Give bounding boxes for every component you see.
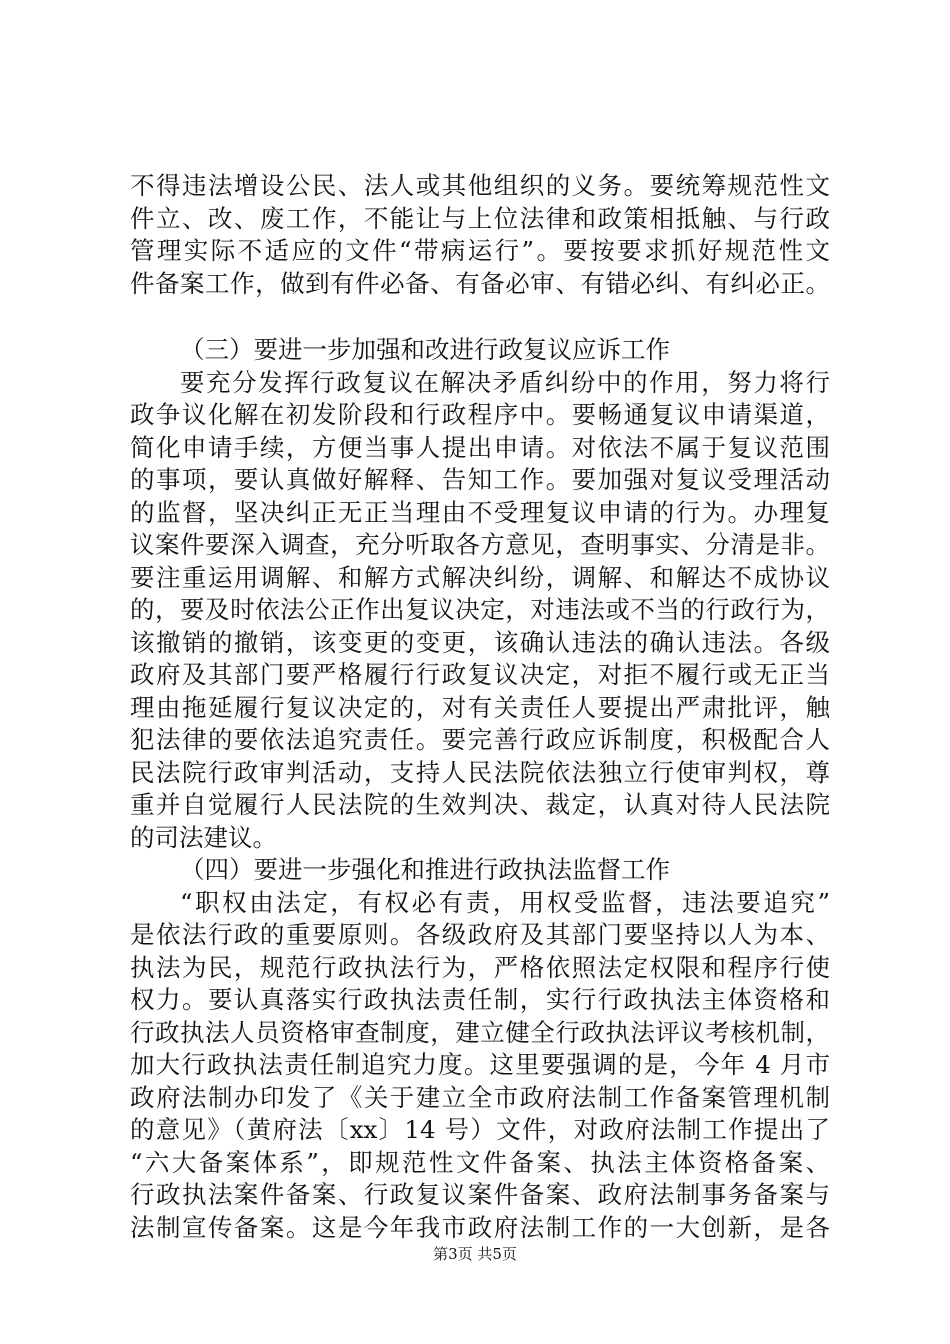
paragraph-administrative-review — [130, 367, 830, 855]
text-line: 执法为民，规范行政执法行为，严格依照法定权限和程序行使 — [130, 952, 830, 982]
text-line: 行政执法人员资格审查制度，建立健全行政执法评议考核机制， — [130, 1017, 830, 1047]
paragraph-regulatory-documents — [130, 170, 830, 300]
paragraph-enforcement-supervision — [130, 887, 830, 1245]
text-line: 理由拖延履行复议决定的，对有关责任人要提出严肃批评，触 — [130, 692, 830, 722]
text-line: 件立、改、废工作，不能让与上位法律和政策相抵触、与行政 — [130, 203, 830, 233]
paragraph-spacer — [130, 300, 830, 334]
text-line: 管理实际不适应的文件“带病运行”。要按要求抓好规范性文 — [130, 236, 830, 265]
text-line: 的监督，坚决纠正无正当理由不受理复议申请的行为。办理复 — [130, 497, 830, 527]
section-heading-4: （四）要进一步强化和推进行政执法监督工作 — [180, 855, 670, 884]
text-line: 的事项，要认真做好解释、告知工作。要加强对复议受理活动 — [130, 465, 830, 494]
text-line: 政争议化解在初发阶段和行政程序中。要畅通复议申请渠道， — [130, 400, 830, 429]
section-heading-3: （三）要进一步加强和改进行政复议应诉工作 — [180, 335, 670, 364]
text-line: 简化申请手续，方便当事人提出申请。对依法不属于复议范围 — [130, 432, 830, 462]
text-line: 要注重运用调解、和解方式解决纠纷，调解、和解达不成协议 — [130, 562, 830, 592]
text-line: 政府法制办印发了《关于建立全市政府法制工作备案管理机制 — [130, 1082, 830, 1112]
text-line: 权力。要认真落实行政执法责任制，实行行政执法主体资格和 — [130, 985, 830, 1014]
text-line: “职权由法定，有权必有责，用权受监督，违法要追究” — [180, 887, 830, 917]
text-line: 该撤销的撤销，该变更的变更，该确认违法的确认违法。各级 — [130, 627, 830, 657]
text-line: 民法院行政审判活动，支持人民法院依法独立行使审判权，尊 — [130, 757, 830, 787]
text-line: 的，要及时依法公正作出复议决定，对违法或不当的行政行为， — [130, 595, 830, 624]
text-line: 要充分发挥行政复议在解决矛盾纠纷中的作用，努力将行 — [180, 367, 830, 397]
text-line: 件备案工作，做到有件必备、有备必审、有错必纠、有纠必正。 — [130, 268, 830, 298]
document-body — [130, 170, 830, 1244]
page-number-footer: 第3页 共5页 — [433, 1245, 517, 1263]
text-line: “六大备案体系”，即规范性文件备案、执法主体资格备案、 — [130, 1147, 830, 1177]
text-line: 不得违法增设公民、法人或其他组织的义务。要统筹规范性文 — [130, 171, 830, 200]
text-line: 议案件要深入调查，充分听取各方意见，查明事实、分清是非。 — [130, 530, 830, 559]
text-line: 的司法建议。 — [130, 822, 277, 852]
text-line: 加大行政执法责任制追究力度。这里要强调的是，今年 4 月市 — [130, 1050, 830, 1079]
text-line: 的意见》（黄府法〔xx〕14 号）文件，对政府法制工作提出了 — [130, 1115, 830, 1144]
text-line: 是依法行政的重要原则。各级政府及其部门要坚持以人为本、 — [130, 920, 830, 949]
text-line: 重并自觉履行人民法院的生效判决、裁定，认真对待人民法院 — [130, 790, 830, 819]
text-line: 行政执法案件备案、行政复议案件备案、政府法制事务备案与 — [130, 1180, 830, 1209]
text-line: 法制宣传备案。这是今年我市政府法制工作的一大创新，是各 — [130, 1212, 830, 1242]
text-line: 犯法律的要依法追究责任。要完善行政应诉制度，积极配合人 — [130, 725, 830, 754]
text-line: 政府及其部门要严格履行行政复议决定，对拒不履行或无正当 — [130, 660, 830, 689]
